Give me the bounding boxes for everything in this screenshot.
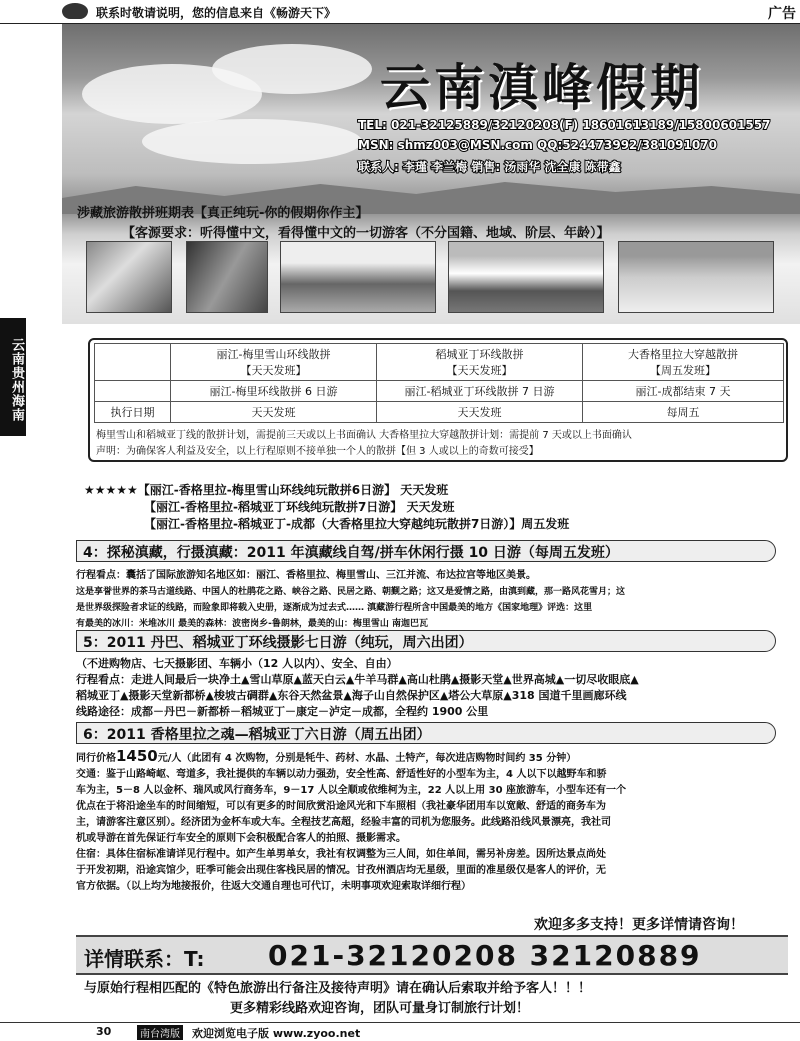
brand-msn: MSN: shmz003@MSN.com QQ:524473992/381091070 (358, 138, 717, 152)
source-notice: 联系时敬请说明，您的信息来自《畅游天下》 (96, 6, 337, 20)
cloud-shape (142, 119, 362, 164)
text-line: 官方依据。（以上均为地接报价，往返大交通自理也可代订，未明事项欢迎索取详细行程） (76, 881, 471, 892)
brand-contacts: 联系人: 李瑾 李兰梅 销售: 汤雨华 沈全康 陈带鑫 (358, 160, 621, 174)
photo-grassland (618, 241, 774, 313)
table-cell (95, 344, 171, 381)
headline-requirement: 【客源要求：听得懂中文，看得懂中文的一切游客（不分国籍、地域、阶层、年龄）】 (122, 226, 610, 241)
text-line: 行程看点：囊括了国际旅游知名地区如：丽江、香格里拉、梅里雪山、三江并流、布达拉宫等地区美景。 (76, 570, 536, 581)
table-cell: 每周五 (583, 402, 784, 423)
photo-monastery (280, 241, 436, 313)
brand-tel: TEL: 021-32125889/32120208(F) 18601613189/15800601557 (358, 118, 771, 132)
footer-custom: 更多精彩线路欢迎咨询，团队可量身订制旅行计划！ (230, 1001, 530, 1016)
text-line: 机或导游在首先保证行车安全的原则下会积极配合客人的拍照、摄影需求。 (76, 833, 406, 844)
text-line: 于开发初期，沿途宾馆少，旺季可能会出现住客栈民居的情况。甘孜州酒店均无星级，里面的准星级仅是客人的评价，无 (76, 865, 606, 876)
table-cell: 丽江-梅里雪山环线散拼 【天天发班】 (171, 344, 377, 381)
page-footer (0, 1022, 800, 1040)
ad-label: 广告 (768, 6, 796, 22)
text-line: 优点在于将沿途坐车的时间缩短，可以有更多的时间欣赏沿途风光和下车照相（我社豪华团用车以宽敞、舒适的商务车为 (76, 801, 606, 812)
text-line: 线路途径：成都－丹巴－新都桥－稻城亚丁－康定－泸定－成都，全程约 1900 公里 (76, 705, 489, 718)
text-line: 主，请游客注意区别）。经济团为金杯车或大车。全程技艺高超，经验丰富的司机为您服务。此线路沿线风景漂亮，我社司 (76, 817, 611, 828)
text-line: 住宿：具体住宿标准请详见行程中。如产生单男单女，我社有权调整为三人间，如住单间，需另补房差。因所达景点尚处 (76, 849, 606, 860)
list-item: ★★★★★【丽江-香格里拉-梅里雪山环线纯玩散拼6日游】 天天发班 (84, 483, 449, 497)
section-5-title: 5：2011 丹巴、稻城亚丁环线摄影七日游（纯玩，周六出团） (76, 630, 776, 652)
section-5-body (76, 656, 788, 720)
table-cell: 天天发班 (377, 402, 583, 423)
photo-canyon-2 (186, 241, 268, 313)
section-6-title: 6：2011 香格里拉之魂—稻城亚丁六日游（周五出团） (76, 722, 776, 744)
edition-tag: 南台湾版 (137, 1025, 183, 1040)
section-4-body (76, 568, 788, 632)
photo-canyon-1 (86, 241, 172, 313)
contact-label: 详情联系：T: (84, 947, 205, 971)
text-line: 行程看点：走进人间最后一块净土▲雪山草原▲蓝天白云▲牛羊马群▲高山杜鹃▲摄影天堂▲世界高城▲一切尽收眼底▲ (76, 673, 639, 686)
hero-banner (62, 24, 800, 324)
contact-phone: 021-32120208 32120889 (268, 939, 702, 972)
text-line: 是世界级探险者求证的线路，而险象即将载入史册，逐渐成为过去式…… 滇藏游行程所含中国最美的地方《国家地理》评选：这里 (76, 603, 593, 613)
photo-lake (448, 241, 604, 313)
table-cell: 天天发班 (171, 402, 377, 423)
table-cell: 丽江-稻城亚丁环线散拼 7 日游 (377, 381, 583, 402)
table-cell: 执行日期 (95, 402, 171, 423)
text-line: 有最美的冰川：米堆冰川 最美的森林：波密岗乡-鲁朗林，最美的山：梅里雪山 南迦巴瓦 (76, 619, 429, 629)
text-line: 稻城亚丁▲摄影天堂新都桥▲梭坡古碉群▲东谷天然盆景▲海子山自然保护区▲塔公大草原▲318 国道千里画廊环线 (76, 689, 627, 702)
price-value: 1450 (116, 747, 158, 765)
table-cell (95, 381, 171, 402)
list-item: 【丽江-香格里拉-稻城亚丁环线纯玩散拼7日游】 天天发班 (144, 500, 455, 514)
welcome-text: 欢迎多多支持！更多详情请咨询！ (534, 917, 744, 933)
text-line: 交通：鉴于山路崎岖、弯道多，我社提供的车辆以动力强劲，安全性高、舒适性好的小型车为主，4 人以下以越野车和骄 (76, 769, 607, 780)
magazine-logo-icon (62, 3, 88, 19)
contact-bar (76, 935, 788, 975)
website-link: 欢迎浏览电子版 www.zyoo.net (192, 1027, 361, 1040)
table-cell: 丽江-梅里环线散拼 6 日游 (171, 381, 377, 402)
cloud-shape (212, 44, 372, 94)
table-cell: 大香格里拉大穿越散拼 【周五发班】 (583, 344, 784, 381)
section-4-title: 4：探秘滇藏，行摄滇藏：2011 年滇藏线自驾/拼车休闲行摄 10 日游（每周五发班） (76, 540, 776, 562)
schedule-disclaimer: 声明：为确保客人利益及安全，以上行程原则不接单独一个人的散拼【但 3 人或以上的奇数可接受】 (96, 446, 539, 457)
price-suffix: 元/人（此团有 4 次购物，分别是牦牛、药材、水晶、土特产，每次进店购物时间约 35 分钟） (157, 753, 577, 764)
price-line (76, 748, 788, 767)
schedule-grid (94, 343, 784, 423)
brand-title: 云南滇峰假期 (380, 58, 704, 117)
list-item: 【丽江-香格里拉-稻城亚丁-成都（大香格里拉大穿越纯玩散拼7日游）】周五发班 (144, 517, 570, 531)
text-line: 车为主，5－8 人以金杯、瑞风或风行商务车，9－17 人以全顺或依维柯为主，22 人以上用 30 座旅游车，小型车还有一个 (76, 785, 627, 796)
price-prefix: 同行价格 (76, 753, 116, 764)
schedule-note: 梅里雪山和稻城亚丁线的散拼计划，需提前三天或以上书面确认 大香格里拉大穿越散拼计划：需提前 7 天或以上书面确认 (96, 430, 632, 441)
region-side-tab: 云南贵州海南 (0, 318, 26, 436)
footer-notice: 与原始行程相匹配的《特色旅游出行备注及接待声明》请在确认后索取并给予客人！！！ (84, 981, 592, 996)
table-cell: 丽江-成都结束 7 天 (583, 381, 784, 402)
top-bar (0, 0, 800, 24)
table-cell: 稻城亚丁环线散拼 【天天发班】 (377, 344, 583, 381)
section-6-body (76, 748, 788, 895)
text-line: 这是享誉世界的茶马古道线路、中国人的杜鹃花之路、峡谷之路、民居之路、朝觐之路；这又是爱情之路，由滇到藏，那一路风花雪月；这 (76, 587, 626, 597)
page-number: 30 (96, 1025, 112, 1038)
text-line: （不进购物店、七天摄影团、车辆小（12 人以内）、安全、自由） (76, 657, 398, 670)
headline-schedule: 涉藏旅游散拼班期表【真正纯玩-你的假期你作主】 (77, 206, 369, 221)
route-list (84, 482, 569, 533)
